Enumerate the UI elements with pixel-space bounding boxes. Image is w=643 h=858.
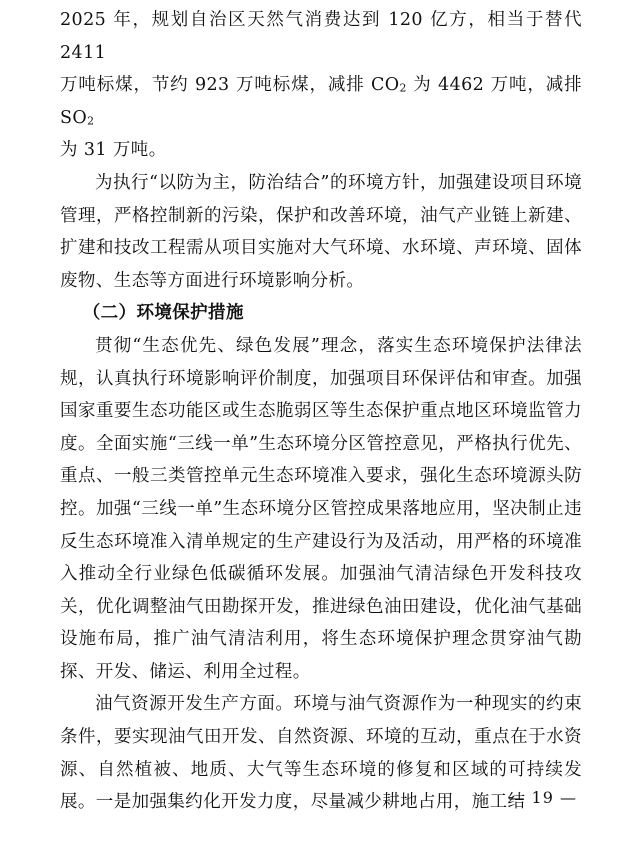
- paragraph-protection-measures: 贯彻“生态优先、绿色发展”理念，落实生态环境保护法律法规，认真执行环境影响评价制度，加强项目环保评估和审查。加强国家重要生态功能区或生态脆弱区等生态保护重点地区环境监管力度。全面实施“三线一单”生态环境分区管控意见，严格执行优先、重点、一般三类管控单元生态环境准入要求，强化生态环境源头防控。加强“三线一单”生态环境分区管控成果落地应用，坚决制止违反生态环境准入清单规定的生产建设行为及活动，用严格的环境准入推动全行业绿色低碳循环发展。加强油气清洁绿色开发科技攻关，优化调整油气田勘探开发，推进绿色油田建设，优化油气基础设施布局，推广油气清洁利用，将生态环境保护理念贯穿油气勘探、开发、储运、利用全过程。: [60, 335, 582, 682]
- paragraph-line: 万吨标煤，节约 923 万吨标煤，减排 $CO_2$ 为 4462 万吨，减排 $SO_2$: [60, 75, 582, 128]
- paragraph-resource-development: 油气资源开发生产方面。环境与油气资源作为一种现实的约束条件，要实现油气田开发、自然资源、环境的互动，重点在于水资源、自然植被、地质、大气等生态环境的修复和区域的可持续发展。一是加强集约化开发力度，尽量减少耕地占用，施工结: [60, 694, 582, 813]
- section-heading: （二）环境保护措施: [82, 303, 244, 324]
- paragraph-environment-policy: 为执行“以防为主，防治结合”的环境方针，加强建设项目环境管理，严格控制新的污染，保护和改善环境，油气产业链上新建、扩建和技改工程需从项目实施对大气环境、水环境、声环境、固体废物、生态等方面进行环境影响分析。: [60, 172, 582, 291]
- subscript: 2: [87, 114, 95, 128]
- paragraph-gas-consumption: [60, 4, 582, 167]
- subscript: 2: [399, 81, 407, 95]
- paragraph-line: 2025 年，规划自治区天然气消费达到 120 亿方，相当于替代 2411: [60, 10, 582, 63]
- page-number: — 19 —: [508, 788, 577, 807]
- paragraph-line: 为 31 万吨。: [60, 140, 167, 161]
- document-body: [60, 4, 582, 819]
